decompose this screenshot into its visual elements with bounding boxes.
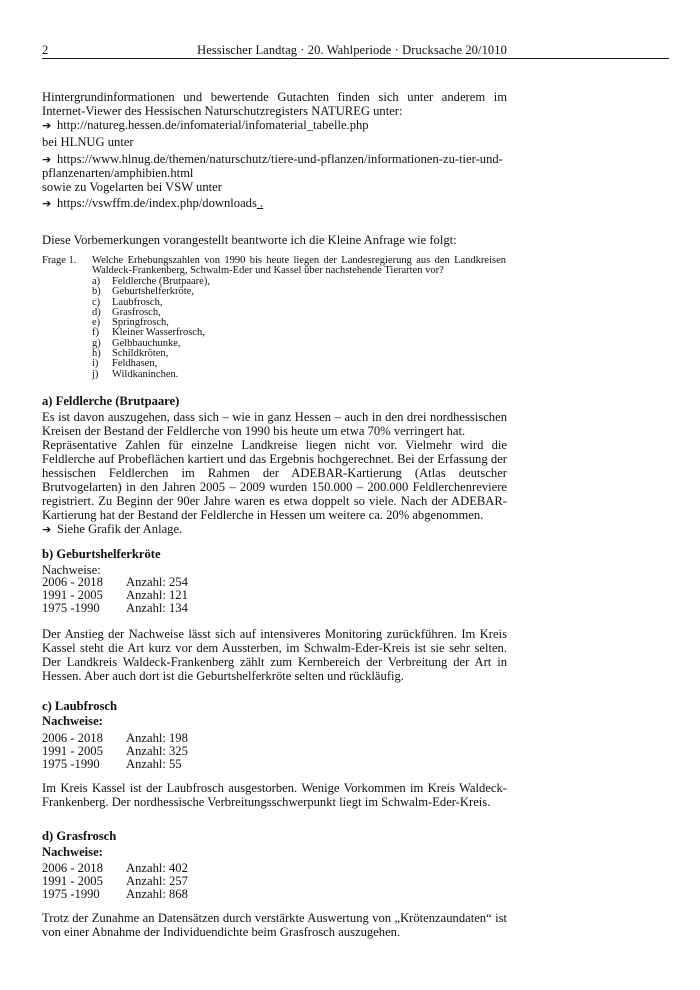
- stat-row: 1991 - 2005 Anzahl: 121: [42, 588, 188, 602]
- section-a-paragraph-1: Es ist davon auszugehen, dass sich – wie in ganz Hessen – auch in den drei nordhessischen Kreisen der Bestand der Feldlerche von 1990 bis heute um etwa 70% verringert hat.: [42, 410, 507, 438]
- section-a-heading: a) Feldlerche (Brutpaare): [42, 394, 180, 408]
- list-item: g) Gelbbauchunke,: [92, 337, 181, 349]
- section-d-label: Nachweise:: [42, 845, 103, 859]
- list-item: b) Geburtshelferkröte,: [92, 286, 194, 298]
- vsw-intro: sowie zu Vogelarten bei VSW unter: [42, 180, 222, 194]
- list-item: c) Laubfrosch,: [92, 296, 163, 308]
- stat-row: 1975 -1990 Anzahl: 868: [42, 887, 188, 901]
- vsw-link-suffix: .: [256, 196, 264, 210]
- arrow-right-icon: ➔: [42, 523, 52, 536]
- question-text: Welche Erhebungszahlen von 1990 bis heute liegen der Landesregierung aus den Landkreisen Waldeck-Frankenberg, Schwalm-Eder und Kassel über nachstehende Tierarten vor?: [92, 255, 506, 277]
- section-b-stats: [42, 575, 342, 614]
- header-rule: [42, 58, 669, 59]
- stat-row: 1975 -1990 Anzahl: 134: [42, 601, 188, 615]
- section-d-heading: d) Grasfrosch: [42, 829, 117, 843]
- page-number: 2: [42, 43, 49, 57]
- list-item: f) Kleiner Wasserfrosch,: [92, 327, 205, 339]
- question-item-list: [92, 277, 392, 380]
- arrow-right-icon: ➔: [42, 119, 52, 132]
- stat-row: 2006 - 2018 Anzahl: 254: [42, 575, 188, 589]
- running-title: Hessischer Landtag · 20. Wahlperiode · Drucksache 20/1010: [197, 43, 507, 57]
- arrow-right-icon: ➔: [42, 153, 52, 166]
- stat-row: 2006 - 2018 Anzahl: 198: [42, 731, 188, 745]
- list-item: a) Feldlerche (Brutpaare),: [92, 276, 210, 287]
- list-item: e) Springfrosch,: [92, 317, 169, 329]
- stat-row: 1991 - 2005 Anzahl: 325: [42, 744, 188, 758]
- section-d-paragraph: Trotz der Zunahme an Datensätzen durch verstärkte Auswertung von „Krötenzaundaten“ ist von einer Abnahme der Individuendichte beim Grasfrosch auszugehen.: [42, 911, 507, 939]
- page-header: [42, 42, 507, 58]
- hlnug-intro: bei HLNUG unter: [42, 135, 134, 149]
- section-c-label: Nachweise:: [42, 714, 103, 728]
- hlnug-link-continuation[interactable]: pflanzenarten/amphibien.html: [42, 166, 194, 180]
- annex-note: [42, 522, 507, 537]
- stat-row: 2006 - 2018 Anzahl: 402: [42, 861, 188, 875]
- list-item: h) Schildkröten,: [92, 348, 169, 360]
- annex-note-text: Siehe Grafik der Anlage.: [57, 522, 183, 536]
- intro-paragraph: Hintergrundinformationen und bewertende Gutachten finden sich unter anderem im Internet-Viewer des Hessischen Naturschutzregisters NATUREG unter:: [42, 90, 507, 118]
- section-a-paragraph-2: Repräsentative Zahlen für einzelne Landkreise liegen nicht vor. Vielmehr wird die Feldlerche auf Probeflächen kartiert und das Ergebnis hochgerechnet. Bei der Erfassung der hessischen Feldlerchen im Rahmen der ADEBAR-Kartierung (Atlas deutscher Brutvogelarten) in den Jahren 2005 – 2009 wurden 150.000 – 200.000 Feldlerchenreviere registriert. Zu Beginn der 90er Jahre waren es etwa doppelt so viele. Nach der ADEBAR-Kartierung hat der Bestand der Feldlerche in Hessen um weitere ca. 20% abgenommen.: [42, 438, 507, 522]
- stat-row: 1975 -1990 Anzahl: 55: [42, 757, 182, 771]
- section-b-label: Nachweise:: [42, 563, 101, 577]
- section-c-stats: [42, 731, 342, 770]
- preamble-closing: Diese Vorbemerkungen vorangestellt beantworte ich die Kleine Anfrage wie folgt:: [42, 233, 457, 247]
- vsw-link[interactable]: https://vswffm.de/index.php/downloads: [57, 196, 257, 210]
- list-item: d) Grasfrosch,: [92, 306, 161, 318]
- vsw-link-line: [42, 196, 507, 211]
- section-b-heading: b) Geburtshelferkröte: [42, 547, 161, 561]
- hlnug-link[interactable]: https://www.hlnug.de/themen/naturschutz/tiere-und-pflanzen/informationen-zu-tier-und-: [57, 152, 503, 166]
- hlnug-link-line: [42, 152, 507, 167]
- natureg-link-line: [42, 118, 507, 133]
- natureg-link[interactable]: http://natureg.hessen.de/infomaterial/infomaterial_tabelle.php: [57, 118, 369, 132]
- section-b-paragraph: Der Anstieg der Nachweise lässt sich auf intensiveres Monitoring zurückführen. Im Kreis Kassel steht die Art kurz vor dem Aussterben, im Schwalm-Eder-Kreis ist sie sehr selten. Der Landkreis Waldeck-Frankenberg zählt zum Kernbereich der Verbreitung der Art in Hessen. Aber auch dort ist die Geburtshelferkröte selten und rückläufig.: [42, 627, 507, 683]
- list-item: i) Feldhasen,: [92, 358, 158, 370]
- list-item: j) Wildkaninchen.: [92, 368, 179, 380]
- section-c-heading: c) Laubfrosch: [42, 699, 117, 713]
- section-c-paragraph: Im Kreis Kassel ist der Laubfrosch ausgestorben. Wenige Vorkommen im Kreis Waldeck-Frankenberg. Der nordhessische Verbreitungsschwerpunkt liegt im Schwalm-Eder-Kreis.: [42, 781, 507, 809]
- section-d-stats: [42, 861, 342, 900]
- arrow-right-icon: ➔: [42, 197, 52, 210]
- stat-row: 1991 - 2005 Anzahl: 257: [42, 874, 188, 888]
- question-label: Frage 1.: [42, 255, 77, 266]
